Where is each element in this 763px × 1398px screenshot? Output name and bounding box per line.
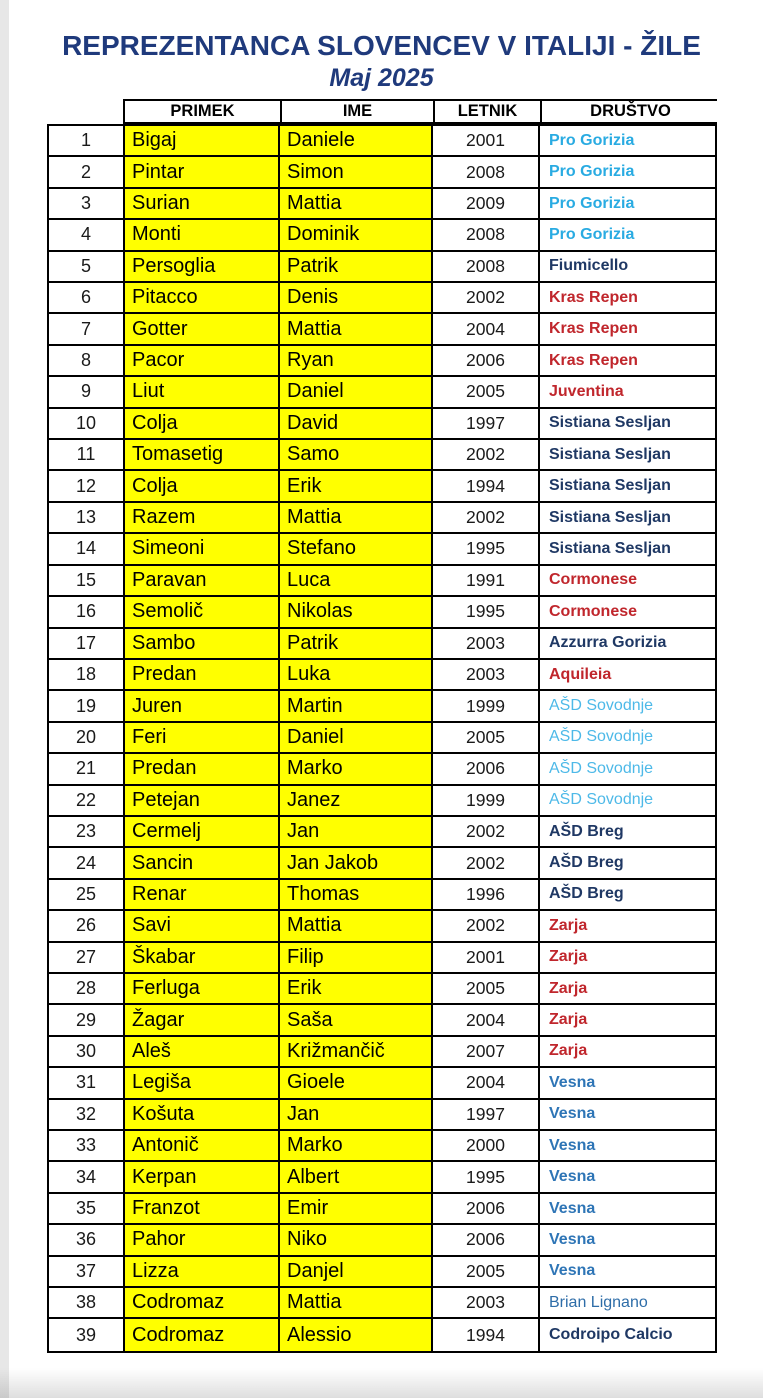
- surname-cell: Simeoni: [123, 534, 278, 563]
- club-cell: [538, 252, 714, 281]
- firstname-cell: Martin: [278, 691, 431, 720]
- year-cell: 2001: [431, 943, 538, 972]
- row-number: 39: [49, 1319, 123, 1350]
- table-row: [49, 1288, 715, 1319]
- club-cell: [538, 754, 714, 783]
- club-cell: [538, 126, 714, 155]
- row-number: 12: [49, 471, 123, 500]
- surname-cell: Kerpan: [123, 1162, 278, 1191]
- year-cell: 1999: [431, 786, 538, 815]
- table-row: [49, 817, 715, 848]
- firstname-cell: Daniele: [278, 126, 431, 155]
- club-name: AŠD Sovodnje: [549, 791, 654, 809]
- table-row: [49, 440, 715, 471]
- table-row: [49, 1194, 715, 1225]
- surname-cell: Razem: [123, 503, 278, 532]
- club-cell: [538, 409, 714, 438]
- year-cell: 2003: [431, 629, 538, 658]
- year-cell: 2007: [431, 1037, 538, 1066]
- row-number: 24: [49, 848, 123, 877]
- club-name: Zarja: [549, 979, 588, 997]
- year-cell: 2008: [431, 252, 538, 281]
- page-bottom-shadow: [0, 1368, 763, 1398]
- surname-cell: Pahor: [123, 1225, 278, 1254]
- table-row: [49, 126, 715, 157]
- year-cell: 2004: [431, 1068, 538, 1097]
- club-name: Kras Repen: [549, 351, 638, 369]
- club-cell: [538, 283, 714, 312]
- year-cell: 2002: [431, 283, 538, 312]
- surname-cell: Žagar: [123, 1005, 278, 1034]
- club-name: Vesna: [549, 1105, 596, 1123]
- year-cell: 2002: [431, 503, 538, 532]
- club-name: Sistiana Sesljan: [549, 477, 671, 495]
- table-row: [49, 880, 715, 911]
- surname-cell: Monti: [123, 220, 278, 249]
- row-number: 20: [49, 723, 123, 752]
- table-row: [49, 660, 715, 691]
- club-name: Kras Repen: [549, 288, 638, 306]
- firstname-cell: Erik: [278, 471, 431, 500]
- club-name: Pro Gorizia: [549, 194, 635, 212]
- firstname-cell: Jan Jakob: [278, 848, 431, 877]
- firstname-cell: Mattia: [278, 911, 431, 940]
- year-cell: 1996: [431, 880, 538, 909]
- year-cell: 2008: [431, 220, 538, 249]
- row-number: 14: [49, 534, 123, 563]
- club-cell: [538, 220, 714, 249]
- club-cell: [538, 1225, 714, 1254]
- table-row: [49, 220, 715, 251]
- table-row: [49, 471, 715, 502]
- row-number: 11: [49, 440, 123, 469]
- row-number: 17: [49, 629, 123, 658]
- row-number: 32: [49, 1100, 123, 1129]
- club-name: Cormonese: [549, 571, 638, 589]
- table-header-row: [123, 99, 717, 124]
- row-number: 7: [49, 314, 123, 343]
- row-number: 33: [49, 1131, 123, 1160]
- firstname-cell: Gioele: [278, 1068, 431, 1097]
- table-row: [49, 252, 715, 283]
- year-cell: 2002: [431, 911, 538, 940]
- table-row: [49, 723, 715, 754]
- table-row: [49, 534, 715, 565]
- surname-cell: Petejan: [123, 786, 278, 815]
- table-row: [49, 1131, 715, 1162]
- table-row: [49, 848, 715, 879]
- surname-cell: Sancin: [123, 848, 278, 877]
- club-cell: [538, 660, 714, 689]
- club-name: Zarja: [549, 1011, 588, 1029]
- table-row: [49, 943, 715, 974]
- firstname-cell: Luca: [278, 566, 431, 595]
- firstname-cell: Albert: [278, 1162, 431, 1191]
- surname-cell: Tomasetig: [123, 440, 278, 469]
- row-number: 31: [49, 1068, 123, 1097]
- table-row: [49, 1257, 715, 1288]
- table-row: [49, 1037, 715, 1068]
- club-name: AŠD Breg: [549, 854, 624, 872]
- surname-cell: Pitacco: [123, 283, 278, 312]
- club-name: Brian Lignano: [549, 1293, 648, 1311]
- firstname-cell: Emir: [278, 1194, 431, 1223]
- year-cell: 1995: [431, 597, 538, 626]
- firstname-cell: Simon: [278, 157, 431, 186]
- firstname-cell: Mattia: [278, 1288, 431, 1317]
- table-row: [49, 1162, 715, 1193]
- surname-cell: Košuta: [123, 1100, 278, 1129]
- table-row: [49, 786, 715, 817]
- club-name: Vesna: [549, 1230, 596, 1248]
- year-cell: 2003: [431, 660, 538, 689]
- club-cell: [538, 189, 714, 218]
- club-cell: [538, 157, 714, 186]
- row-number: 6: [49, 283, 123, 312]
- row-number: 13: [49, 503, 123, 532]
- year-cell: 1997: [431, 1100, 538, 1129]
- page-left-edge: [0, 0, 9, 1398]
- firstname-cell: Jan: [278, 1100, 431, 1129]
- club-cell: [538, 503, 714, 532]
- year-cell: 1995: [431, 1162, 538, 1191]
- club-name: Aquileia: [549, 665, 612, 683]
- year-cell: 2003: [431, 1288, 538, 1317]
- club-cell: [538, 1288, 714, 1317]
- surname-cell: Paravan: [123, 566, 278, 595]
- firstname-cell: Thomas: [278, 880, 431, 909]
- row-number: 38: [49, 1288, 123, 1317]
- club-cell: [538, 629, 714, 658]
- club-name: Kras Repen: [549, 320, 638, 338]
- firstname-cell: Mattia: [278, 189, 431, 218]
- row-number: 30: [49, 1037, 123, 1066]
- firstname-cell: Marko: [278, 754, 431, 783]
- club-cell: [538, 597, 714, 626]
- year-cell: 2004: [431, 1005, 538, 1034]
- table-row: [49, 1319, 715, 1350]
- row-number: 34: [49, 1162, 123, 1191]
- year-cell: 1991: [431, 566, 538, 595]
- firstname-cell: Filip: [278, 943, 431, 972]
- club-name: Vesna: [549, 1262, 596, 1280]
- club-name: Zarja: [549, 1042, 588, 1060]
- club-name: Vesna: [549, 1199, 596, 1217]
- firstname-cell: Saša: [278, 1005, 431, 1034]
- row-number: 5: [49, 252, 123, 281]
- row-number: 27: [49, 943, 123, 972]
- row-number: 29: [49, 1005, 123, 1034]
- surname-cell: Savi: [123, 911, 278, 940]
- club-name: AŠD Sovodnje: [549, 728, 654, 746]
- firstname-cell: Stefano: [278, 534, 431, 563]
- club-name: Pro Gorizia: [549, 131, 635, 149]
- surname-cell: Predan: [123, 754, 278, 783]
- year-cell: 1999: [431, 691, 538, 720]
- club-cell: [538, 1194, 714, 1223]
- club-cell: [538, 1257, 714, 1286]
- club-cell: [538, 534, 714, 563]
- year-cell: 2002: [431, 848, 538, 877]
- surname-cell: Škabar: [123, 943, 278, 972]
- surname-cell: Franzot: [123, 1194, 278, 1223]
- club-cell: [538, 911, 714, 940]
- club-cell: [538, 848, 714, 877]
- table-row: [49, 754, 715, 785]
- table-row: [49, 189, 715, 220]
- club-name: AŠD Sovodnje: [549, 759, 654, 777]
- club-cell: [538, 1037, 714, 1066]
- surname-cell: Persoglia: [123, 252, 278, 281]
- club-name: Sistiana Sesljan: [549, 445, 671, 463]
- table-row: [49, 1100, 715, 1131]
- surname-cell: Semolič: [123, 597, 278, 626]
- club-name: Juventina: [549, 382, 624, 400]
- club-name: Pro Gorizia: [549, 163, 635, 181]
- year-cell: 2000: [431, 1131, 538, 1160]
- year-cell: 2005: [431, 1257, 538, 1286]
- row-number: 8: [49, 346, 123, 375]
- club-name: Vesna: [549, 1168, 596, 1186]
- row-number: 3: [49, 189, 123, 218]
- firstname-cell: Daniel: [278, 723, 431, 752]
- firstname-cell: Mattia: [278, 314, 431, 343]
- surname-cell: Feri: [123, 723, 278, 752]
- year-cell: 2006: [431, 1194, 538, 1223]
- table-row: [49, 283, 715, 314]
- club-name: Codroipo Calcio: [549, 1326, 673, 1344]
- row-number: 16: [49, 597, 123, 626]
- club-cell: [538, 1319, 714, 1350]
- firstname-cell: Patrik: [278, 629, 431, 658]
- club-name: Zarja: [549, 948, 588, 966]
- club-cell: [538, 346, 714, 375]
- surname-cell: Ferluga: [123, 974, 278, 1003]
- year-cell: 1994: [431, 1319, 538, 1350]
- table-row: [49, 911, 715, 942]
- row-number: 18: [49, 660, 123, 689]
- club-name: Vesna: [549, 1073, 596, 1091]
- year-cell: 2008: [431, 157, 538, 186]
- row-number: 23: [49, 817, 123, 846]
- column-header-drustvo: DRUŠTVO: [540, 101, 719, 122]
- surname-cell: Lizza: [123, 1257, 278, 1286]
- club-cell: [538, 723, 714, 752]
- club-name: AŠD Breg: [549, 885, 624, 903]
- row-number: 36: [49, 1225, 123, 1254]
- firstname-cell: Marko: [278, 1131, 431, 1160]
- firstname-cell: Dominik: [278, 220, 431, 249]
- firstname-cell: Denis: [278, 283, 431, 312]
- club-cell: [538, 314, 714, 343]
- club-name: Sistiana Sesljan: [549, 539, 671, 557]
- firstname-cell: Nikolas: [278, 597, 431, 626]
- roster-table: [47, 99, 717, 1353]
- club-cell: [538, 1068, 714, 1097]
- year-cell: 1995: [431, 534, 538, 563]
- club-name: Azzurra Gorizia: [549, 634, 667, 652]
- row-number: 1: [49, 126, 123, 155]
- row-number: 2: [49, 157, 123, 186]
- club-cell: [538, 691, 714, 720]
- table-row: [49, 1005, 715, 1036]
- table-row: [49, 1068, 715, 1099]
- surname-cell: Pacor: [123, 346, 278, 375]
- year-cell: 2009: [431, 189, 538, 218]
- firstname-cell: Mattia: [278, 503, 431, 532]
- table-row: [49, 566, 715, 597]
- club-cell: [538, 974, 714, 1003]
- club-cell: [538, 1005, 714, 1034]
- row-number: 35: [49, 1194, 123, 1223]
- club-name: Pro Gorizia: [549, 225, 635, 243]
- page-title: REPREZENTANCA SLOVENCEV V ITALIJI - ŽILE: [62, 30, 701, 61]
- firstname-cell: Daniel: [278, 377, 431, 406]
- surname-cell: Gotter: [123, 314, 278, 343]
- row-number: 21: [49, 754, 123, 783]
- surname-cell: Predan: [123, 660, 278, 689]
- year-cell: 2006: [431, 754, 538, 783]
- club-cell: [538, 440, 714, 469]
- surname-cell: Surian: [123, 189, 278, 218]
- club-name: Vesna: [549, 1136, 596, 1154]
- club-cell: [538, 1131, 714, 1160]
- club-cell: [538, 566, 714, 595]
- table-row: [49, 346, 715, 377]
- firstname-cell: Alessio: [278, 1319, 431, 1350]
- firstname-cell: Erik: [278, 974, 431, 1003]
- firstname-cell: David: [278, 409, 431, 438]
- firstname-cell: Niko: [278, 1225, 431, 1254]
- year-cell: 2002: [431, 440, 538, 469]
- column-header-ime: IME: [280, 101, 433, 122]
- row-number: 19: [49, 691, 123, 720]
- surname-cell: Renar: [123, 880, 278, 909]
- club-name: Sistiana Sesljan: [549, 414, 671, 432]
- club-cell: [538, 943, 714, 972]
- firstname-cell: Patrik: [278, 252, 431, 281]
- surname-cell: Aleš: [123, 1037, 278, 1066]
- surname-cell: Colja: [123, 409, 278, 438]
- surname-cell: Codromaz: [123, 1288, 278, 1317]
- year-cell: 2005: [431, 377, 538, 406]
- row-number: 4: [49, 220, 123, 249]
- surname-cell: Juren: [123, 691, 278, 720]
- club-cell: [538, 471, 714, 500]
- year-cell: 2006: [431, 346, 538, 375]
- club-name: Cormonese: [549, 602, 638, 620]
- column-header-primek: PRIMEK: [125, 101, 280, 122]
- firstname-cell: Ryan: [278, 346, 431, 375]
- firstname-cell: Luka: [278, 660, 431, 689]
- club-cell: [538, 880, 714, 909]
- row-number: 28: [49, 974, 123, 1003]
- row-number: 22: [49, 786, 123, 815]
- surname-cell: Legiša: [123, 1068, 278, 1097]
- row-number: 37: [49, 1257, 123, 1286]
- club-name: AŠD Breg: [549, 822, 624, 840]
- column-header-letnik: LETNIK: [433, 101, 540, 122]
- firstname-cell: Križmančič: [278, 1037, 431, 1066]
- club-cell: [538, 786, 714, 815]
- year-cell: 1997: [431, 409, 538, 438]
- table-row: [49, 1225, 715, 1256]
- surname-cell: Liut: [123, 377, 278, 406]
- club-cell: [538, 1162, 714, 1191]
- table-row: [49, 377, 715, 408]
- year-cell: 1994: [431, 471, 538, 500]
- firstname-cell: Janez: [278, 786, 431, 815]
- year-cell: 2006: [431, 1225, 538, 1254]
- surname-cell: Cermelj: [123, 817, 278, 846]
- firstname-cell: Jan: [278, 817, 431, 846]
- table-row: [49, 629, 715, 660]
- row-number: 15: [49, 566, 123, 595]
- year-cell: 2002: [431, 817, 538, 846]
- year-cell: 2005: [431, 723, 538, 752]
- firstname-cell: Samo: [278, 440, 431, 469]
- club-cell: [538, 1100, 714, 1129]
- year-cell: 2004: [431, 314, 538, 343]
- club-cell: [538, 377, 714, 406]
- table-row: [49, 409, 715, 440]
- table-body: [47, 124, 717, 1353]
- surname-cell: Codromaz: [123, 1319, 278, 1350]
- year-cell: 2001: [431, 126, 538, 155]
- club-name: Sistiana Sesljan: [549, 508, 671, 526]
- club-cell: [538, 817, 714, 846]
- year-cell: 2005: [431, 974, 538, 1003]
- table-row: [49, 597, 715, 628]
- row-number: 9: [49, 377, 123, 406]
- club-name: Zarja: [549, 916, 588, 934]
- row-number: 25: [49, 880, 123, 909]
- surname-cell: Antonič: [123, 1131, 278, 1160]
- surname-cell: Sambo: [123, 629, 278, 658]
- page-subtitle: Maj 2025: [329, 64, 434, 92]
- club-name: AŠD Sovodnje: [549, 697, 654, 715]
- surname-cell: Colja: [123, 471, 278, 500]
- table-row: [49, 691, 715, 722]
- table-row: [49, 503, 715, 534]
- club-name: Fiumicello: [549, 257, 629, 275]
- surname-cell: Pintar: [123, 157, 278, 186]
- row-number: 26: [49, 911, 123, 940]
- surname-cell: Bigaj: [123, 126, 278, 155]
- table-row: [49, 974, 715, 1005]
- table-row: [49, 157, 715, 188]
- firstname-cell: Danjel: [278, 1257, 431, 1286]
- row-number: 10: [49, 409, 123, 438]
- table-row: [49, 314, 715, 345]
